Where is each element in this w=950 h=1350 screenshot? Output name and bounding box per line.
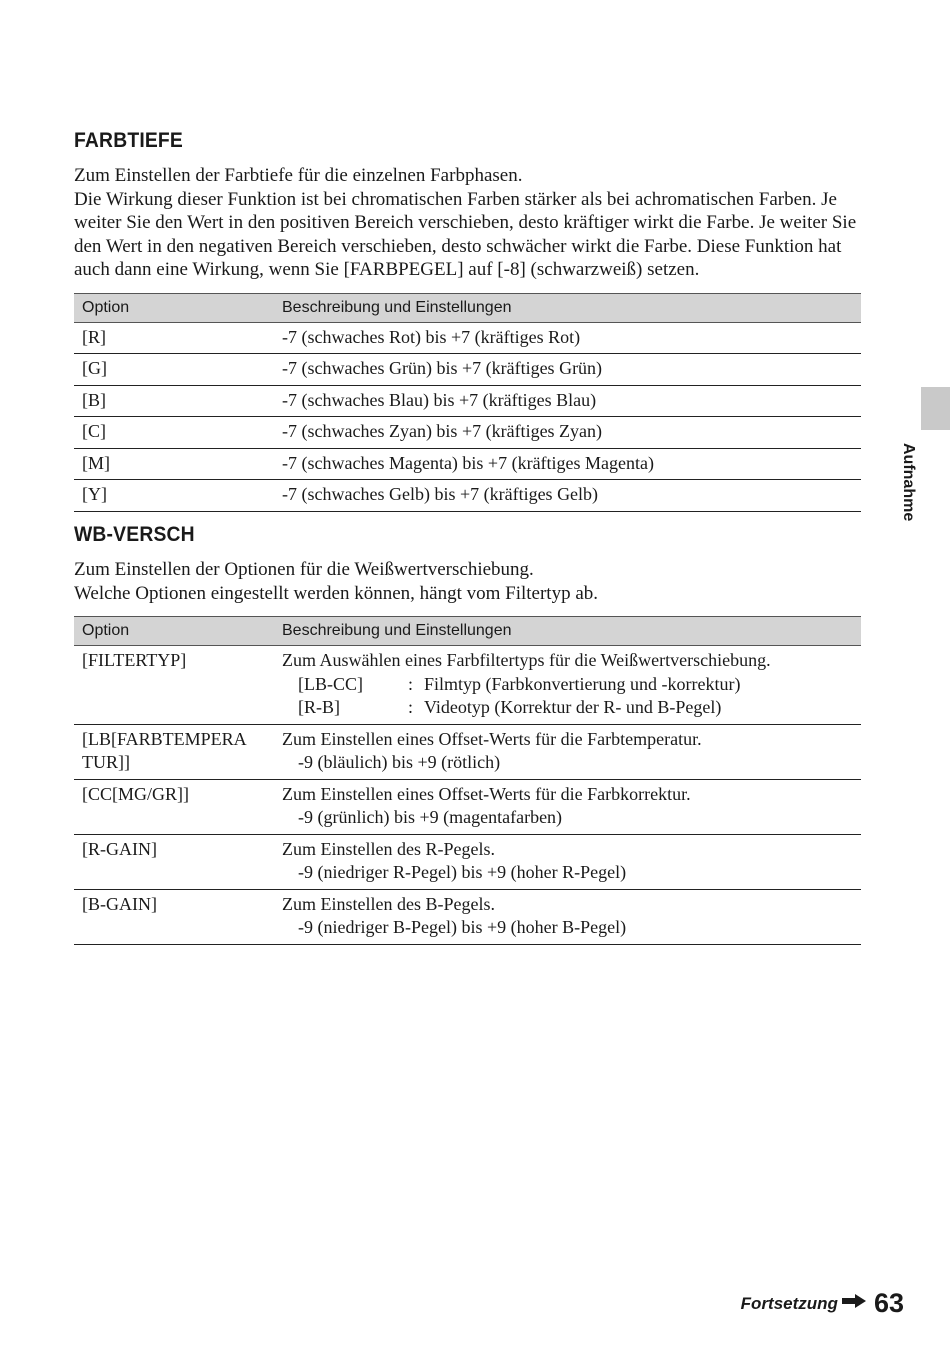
option-cell: [R-GAIN] [74,834,274,889]
option-cell: [CC[MG/GR]] [74,779,274,834]
option-cell: [M] [74,448,274,480]
description-cell: -7 (schwaches Gelb) bis +7 (kräftiges Gelb) [274,480,861,512]
page-footer [741,1288,904,1319]
table-header-row [74,293,861,322]
option-cell: [C] [74,417,274,449]
column-header-option: Option [74,617,274,646]
description-cell: -7 (schwaches Zyan) bis +7 (kräftiges Zyan) [274,417,861,449]
range-text: -9 (bläulich) bis +9 (rötlich) [298,752,501,773]
description-text: Zum Einstellen des R-Pegels. [282,838,495,859]
description-cell [274,889,861,944]
description-cell: -7 (schwaches Grün) bis +7 (kräftiges Grün) [274,354,861,386]
filter-choice-separator: : [408,697,414,718]
section-heading-farbtiefe: FARBTIEFE [74,129,184,152]
table-header-row [74,617,861,646]
range-text: -9 (grünlich) bis +9 (magentafarben) [298,807,563,828]
farbtiefe-description: Die Wirkung dieser Funktion ist bei chromatischen Farben stärker als bei achromatischen Farben. Je weiter Sie den Wert in den positiven Bereich verschieben, desto kräftiger wirkt die Farbe. Je weiter Sie den Wert in den negativen Bereich verschieben, desto schwächer wirkt die Farbe. Diese Funktion hat auch dann eine Wirkung, wenn Sie [FARBPEGEL] auf [-8] (schwarzweiß) setzen. [74,188,857,281]
description-cell: -7 (schwaches Blau) bis +7 (kräftiges Blau) [274,385,861,417]
description-cell: -7 (schwaches Magenta) bis +7 (kräftiges Magenta) [274,448,861,480]
range-text: -9 (niedriger B-Pegel) bis +9 (hoher B-Pegel) [298,917,627,938]
page-content [74,128,861,945]
wb-versch-intro: Zum Einstellen der Optionen für die Weißwertverschiebung. [74,558,534,580]
table-row [74,834,861,889]
farbtiefe-table [74,293,861,512]
table-row [74,354,861,386]
option-cell: [B-GAIN] [74,889,274,944]
option-cell: [Y] [74,480,274,512]
filter-choice-key: [R-B] [298,697,340,718]
description-cell [274,724,861,779]
table-row [74,480,861,512]
filter-choice-value: Videotyp (Korrektur der R- und B-Pegel) [424,697,722,718]
filter-choice-value: Filmtyp (Farbkonvertierung und -korrektur) [424,673,741,694]
table-row [74,385,861,417]
option-line: TUR]] [82,752,130,773]
table-row [74,322,861,354]
side-tab-label: Aufnahme [900,443,917,522]
option-cell: [FILTERTYP] [74,646,274,725]
option-cell: [B] [74,385,274,417]
filter-choice-separator: : [408,673,414,694]
option-line: [LB[FARBTEMPERA [82,728,247,749]
continuation-label: Fortsetzung [740,1293,838,1313]
option-cell [74,724,274,779]
table-row [74,724,861,779]
table-row [74,448,861,480]
description-cell: -7 (schwaches Rot) bis +7 (kräftiges Rot) [274,322,861,354]
filter-choice [282,673,853,697]
filter-choice-key: [LB-CC] [298,673,363,694]
wb-versch-table [74,616,861,945]
table-row [74,779,861,834]
table-row [74,417,861,449]
side-tab-marker [921,387,950,430]
description-text: Zum Einstellen eines Offset-Werts für die Farbkorrektur. [282,783,691,804]
table-row [74,646,861,725]
description-text: Zum Auswählen eines Farbfiltertyps für die Weißwertverschiebung. [282,650,771,671]
arrow-right-icon [842,1294,866,1313]
description-cell [274,779,861,834]
page-number: 63 [873,1288,904,1318]
description-text: Zum Einstellen des B-Pegels. [282,893,495,914]
option-cell: [R] [74,322,274,354]
table-row [74,889,861,944]
section-heading-wb-versch: WB-VERSCH [74,522,195,546]
column-header-description: Beschreibung und Einstellungen [274,293,861,322]
column-header-description: Beschreibung und Einstellungen [274,617,861,646]
range-text: -9 (niedriger R-Pegel) bis +9 (hoher R-Pegel) [298,862,627,883]
farbtiefe-intro: Zum Einstellen der Farbtiefe für die einzelnen Farbphasen. [74,165,523,186]
wb-versch-note: Welche Optionen eingestellt werden können, hängt vom Filtertyp ab. [74,582,599,604]
description-cell [274,646,861,725]
description-cell [274,834,861,889]
column-header-option: Option [74,293,274,322]
description-text: Zum Einstellen eines Offset-Werts für die Farbtemperatur. [282,728,702,749]
filter-choice [282,696,853,720]
option-cell: [G] [74,354,274,386]
